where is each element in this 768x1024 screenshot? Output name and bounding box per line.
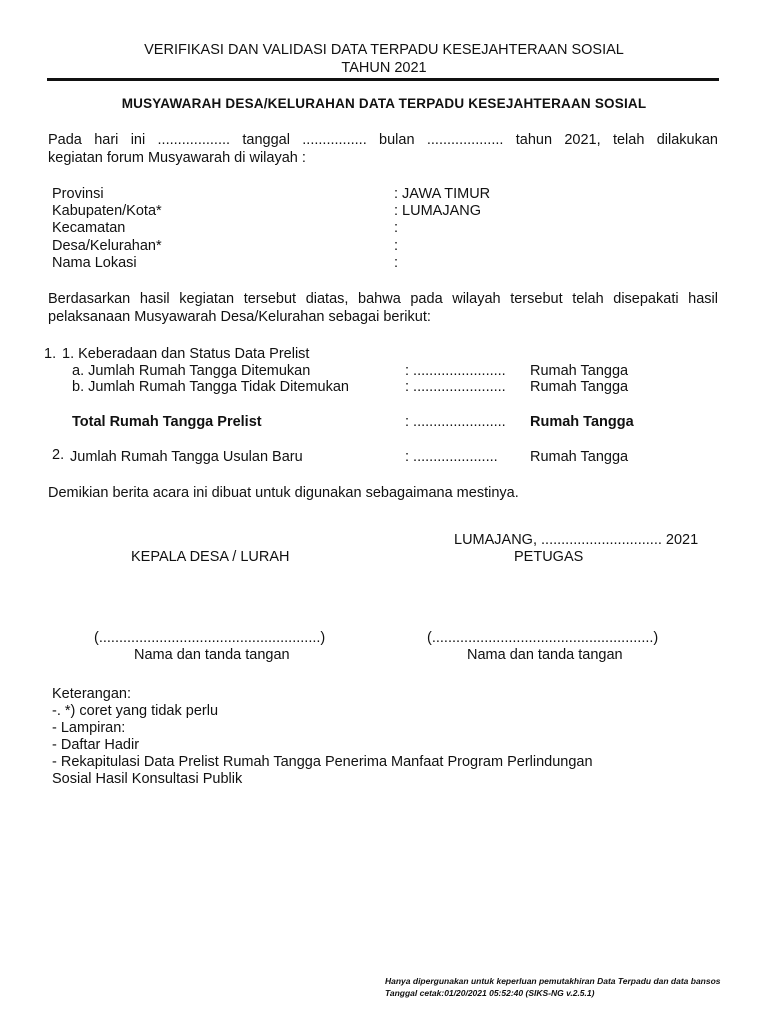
location-label: Nama Lokasi	[52, 255, 137, 271]
note-item: - Daftar Hadir	[52, 737, 140, 753]
row-unit: Rumah Tangga	[530, 379, 629, 395]
note-item: Sosial Hasil Konsultasi Publik	[52, 771, 243, 787]
header-rule	[47, 78, 719, 81]
place-date: LUMAJANG, .............................. 2021	[454, 532, 699, 548]
note-item: - Lampiran:	[52, 720, 126, 736]
right-signature-line: (.......................................................)	[427, 630, 659, 646]
location-label: Kabupaten/Kota*	[52, 203, 162, 219]
intro-line-1: Pada hari ini .................. tanggal ................ bulan ................... tahun 2021, telah dilakukan	[48, 132, 718, 148]
section-2-number: 2.	[52, 447, 65, 463]
note-item: - Rekapitulasi Data Prelist Rumah Tangga Penerima Manfaat Program Perlindungan	[52, 754, 593, 770]
right-signatory-title: PETUGAS	[514, 549, 584, 565]
total-unit: Rumah Tangga	[530, 414, 634, 430]
total-label: Total Rumah Tangga Prelist	[72, 414, 262, 430]
location-label: Provinsi	[52, 186, 104, 202]
notes-heading: Keterangan:	[52, 686, 132, 702]
footer-line-2: Tanggal cetak:01/20/2021 05:52:40 (SIKS-NG v.2.5.1)	[385, 988, 595, 998]
header-line-2: TAHUN 2021	[341, 60, 427, 76]
location-value: : JAWA TIMUR	[394, 186, 491, 202]
document-title: MUSYAWARAH DESA/KELURAHAN DATA TERPADU KESEJAHTERAAN SOSIAL	[121, 96, 647, 111]
row-dots: : .......................	[405, 363, 506, 379]
section-1-number: 1.	[44, 346, 57, 362]
note-item: -. *) coret yang tidak perlu	[52, 703, 219, 719]
row-dots: : .......................	[405, 379, 506, 395]
location-label: Kecamatan	[52, 220, 126, 236]
section-1-heading: 1. Keberadaan dan Status Data Prelist	[62, 346, 310, 362]
row-label: b. Jumlah Rumah Tangga Tidak Ditemukan	[72, 379, 349, 395]
left-signatory-title: KEPALA DESA / LURAH	[131, 549, 290, 565]
location-value: :	[394, 238, 399, 254]
location-value: :	[394, 220, 399, 236]
location-value: :	[394, 255, 399, 271]
location-label: Desa/Kelurahan*	[52, 238, 162, 254]
location-value: : LUMAJANG	[394, 203, 482, 219]
closing-statement: Demikian berita acara ini dibuat untuk digunakan sebagaimana mestinya.	[48, 485, 519, 501]
header-line-1: VERIFIKASI DAN VALIDASI DATA TERPADU KESEJAHTERAAN SOSIAL	[144, 42, 624, 58]
footer-line-1: Hanya dipergunakan untuk keperluan pemutakhiran Data Terpadu dan data bansos	[385, 976, 721, 986]
section-2-dots: : .....................	[405, 449, 498, 465]
result-line-2: pelaksanaan Musyawarah Desa/Kelurahan sebagai berikut:	[48, 309, 431, 325]
intro-line-2: kegiatan forum Musyawarah di wilayah :	[48, 150, 306, 166]
left-signature-line: (.......................................................)	[94, 630, 326, 646]
row-label: a. Jumlah Rumah Tangga Ditemukan	[72, 363, 311, 379]
total-dots: : .......................	[405, 414, 506, 430]
section-2-unit: Rumah Tangga	[530, 449, 629, 465]
left-signature-caption: Nama dan tanda tangan	[134, 647, 290, 663]
result-line-1: Berdasarkan hasil kegiatan tersebut diatas, bahwa pada wilayah tersebut telah disepakati hasil	[48, 291, 718, 307]
row-unit: Rumah Tangga	[530, 363, 629, 379]
right-signature-caption: Nama dan tanda tangan	[467, 647, 623, 663]
section-2-label: Jumlah Rumah Tangga Usulan Baru	[70, 449, 303, 465]
